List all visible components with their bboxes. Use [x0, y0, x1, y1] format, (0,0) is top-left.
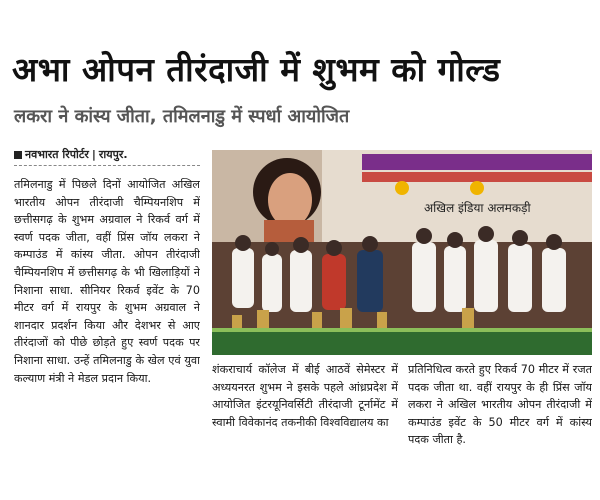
byline-reporter: नवभारत रिपोर्टर [25, 148, 89, 161]
article-column-left [14, 176, 200, 496]
article-column-right [408, 361, 592, 493]
byline [14, 146, 128, 164]
byline-city: रायपुर. [98, 148, 128, 161]
article-paragraph: प्रतिनिधित्व करते हुए रिकर्व 70 मीटर में रजत पदक जीता था. वहीं रायपुर के ही प्रिंस जॉय लकरा ने अखिल भारतीय ओपन तीरंदाजी में कम्पाउंड इवेंट के 50 मीटर वर्ग में कांस्य पदक जीता है. [408, 363, 592, 447]
news-photo [212, 150, 592, 355]
headline: अभा ओपन तीरंदाजी में शुभम को गोल्ड [12, 50, 501, 89]
byline-square-icon [14, 151, 22, 159]
byline-separator: | [91, 148, 96, 161]
photo-banner-text: अखिल इंडिया अलमकड़ी [424, 201, 531, 215]
article-paragraph: शंकराचार्य कॉलेज में बीई आठवें सेमेस्टर में अध्ययनरत शुभम ने इसके पहले आंध्रप्रदेश में आयोजित इंटरयूनिवर्सिटी तीरंदाजी टूर्नामेंट में स्वामी विवेकानंद तकनीकी विश्वविद्यालय का [212, 363, 398, 429]
article-paragraph: तमिलनाडु में पिछले दिनों आयोजित अखिल भारतीय ओपन तीरंदाजी चैम्पियनशिप में छत्तीसगढ़ के शुभम अग्रवाल ने रिकर्व वर्ग में स्वर्ण पदक जीता, वहीं प्रिंस जॉय लकरा ने कम्पाउंड में कांस्य जीता. ओपन तीरंदाजी चैम्पियनशिप में छत्तीसगढ़ के भी खिलाड़ियों ने निशाना साधा. सीनियर रिकर्व इवेंट के 70 मीटर वर्ग में रायपुर के शुभम अग्रवाल ने शानदार प्रदर्शन किया और देशभर से आए तीरंदाजों को पीछे छोड़ते हुए स्वर्ण पदक पर निशाना साधा. उन्हें तमिलनाडु के खेल एवं युवा कल्याण मंत्री ने मेडल प्रदान किया. [14, 178, 200, 385]
article-column-middle [212, 361, 398, 493]
subheadline: लकरा ने कांस्य जीता, तमिलनाडु में स्पर्धा आयोजित [14, 106, 350, 127]
byline-divider [14, 165, 200, 166]
